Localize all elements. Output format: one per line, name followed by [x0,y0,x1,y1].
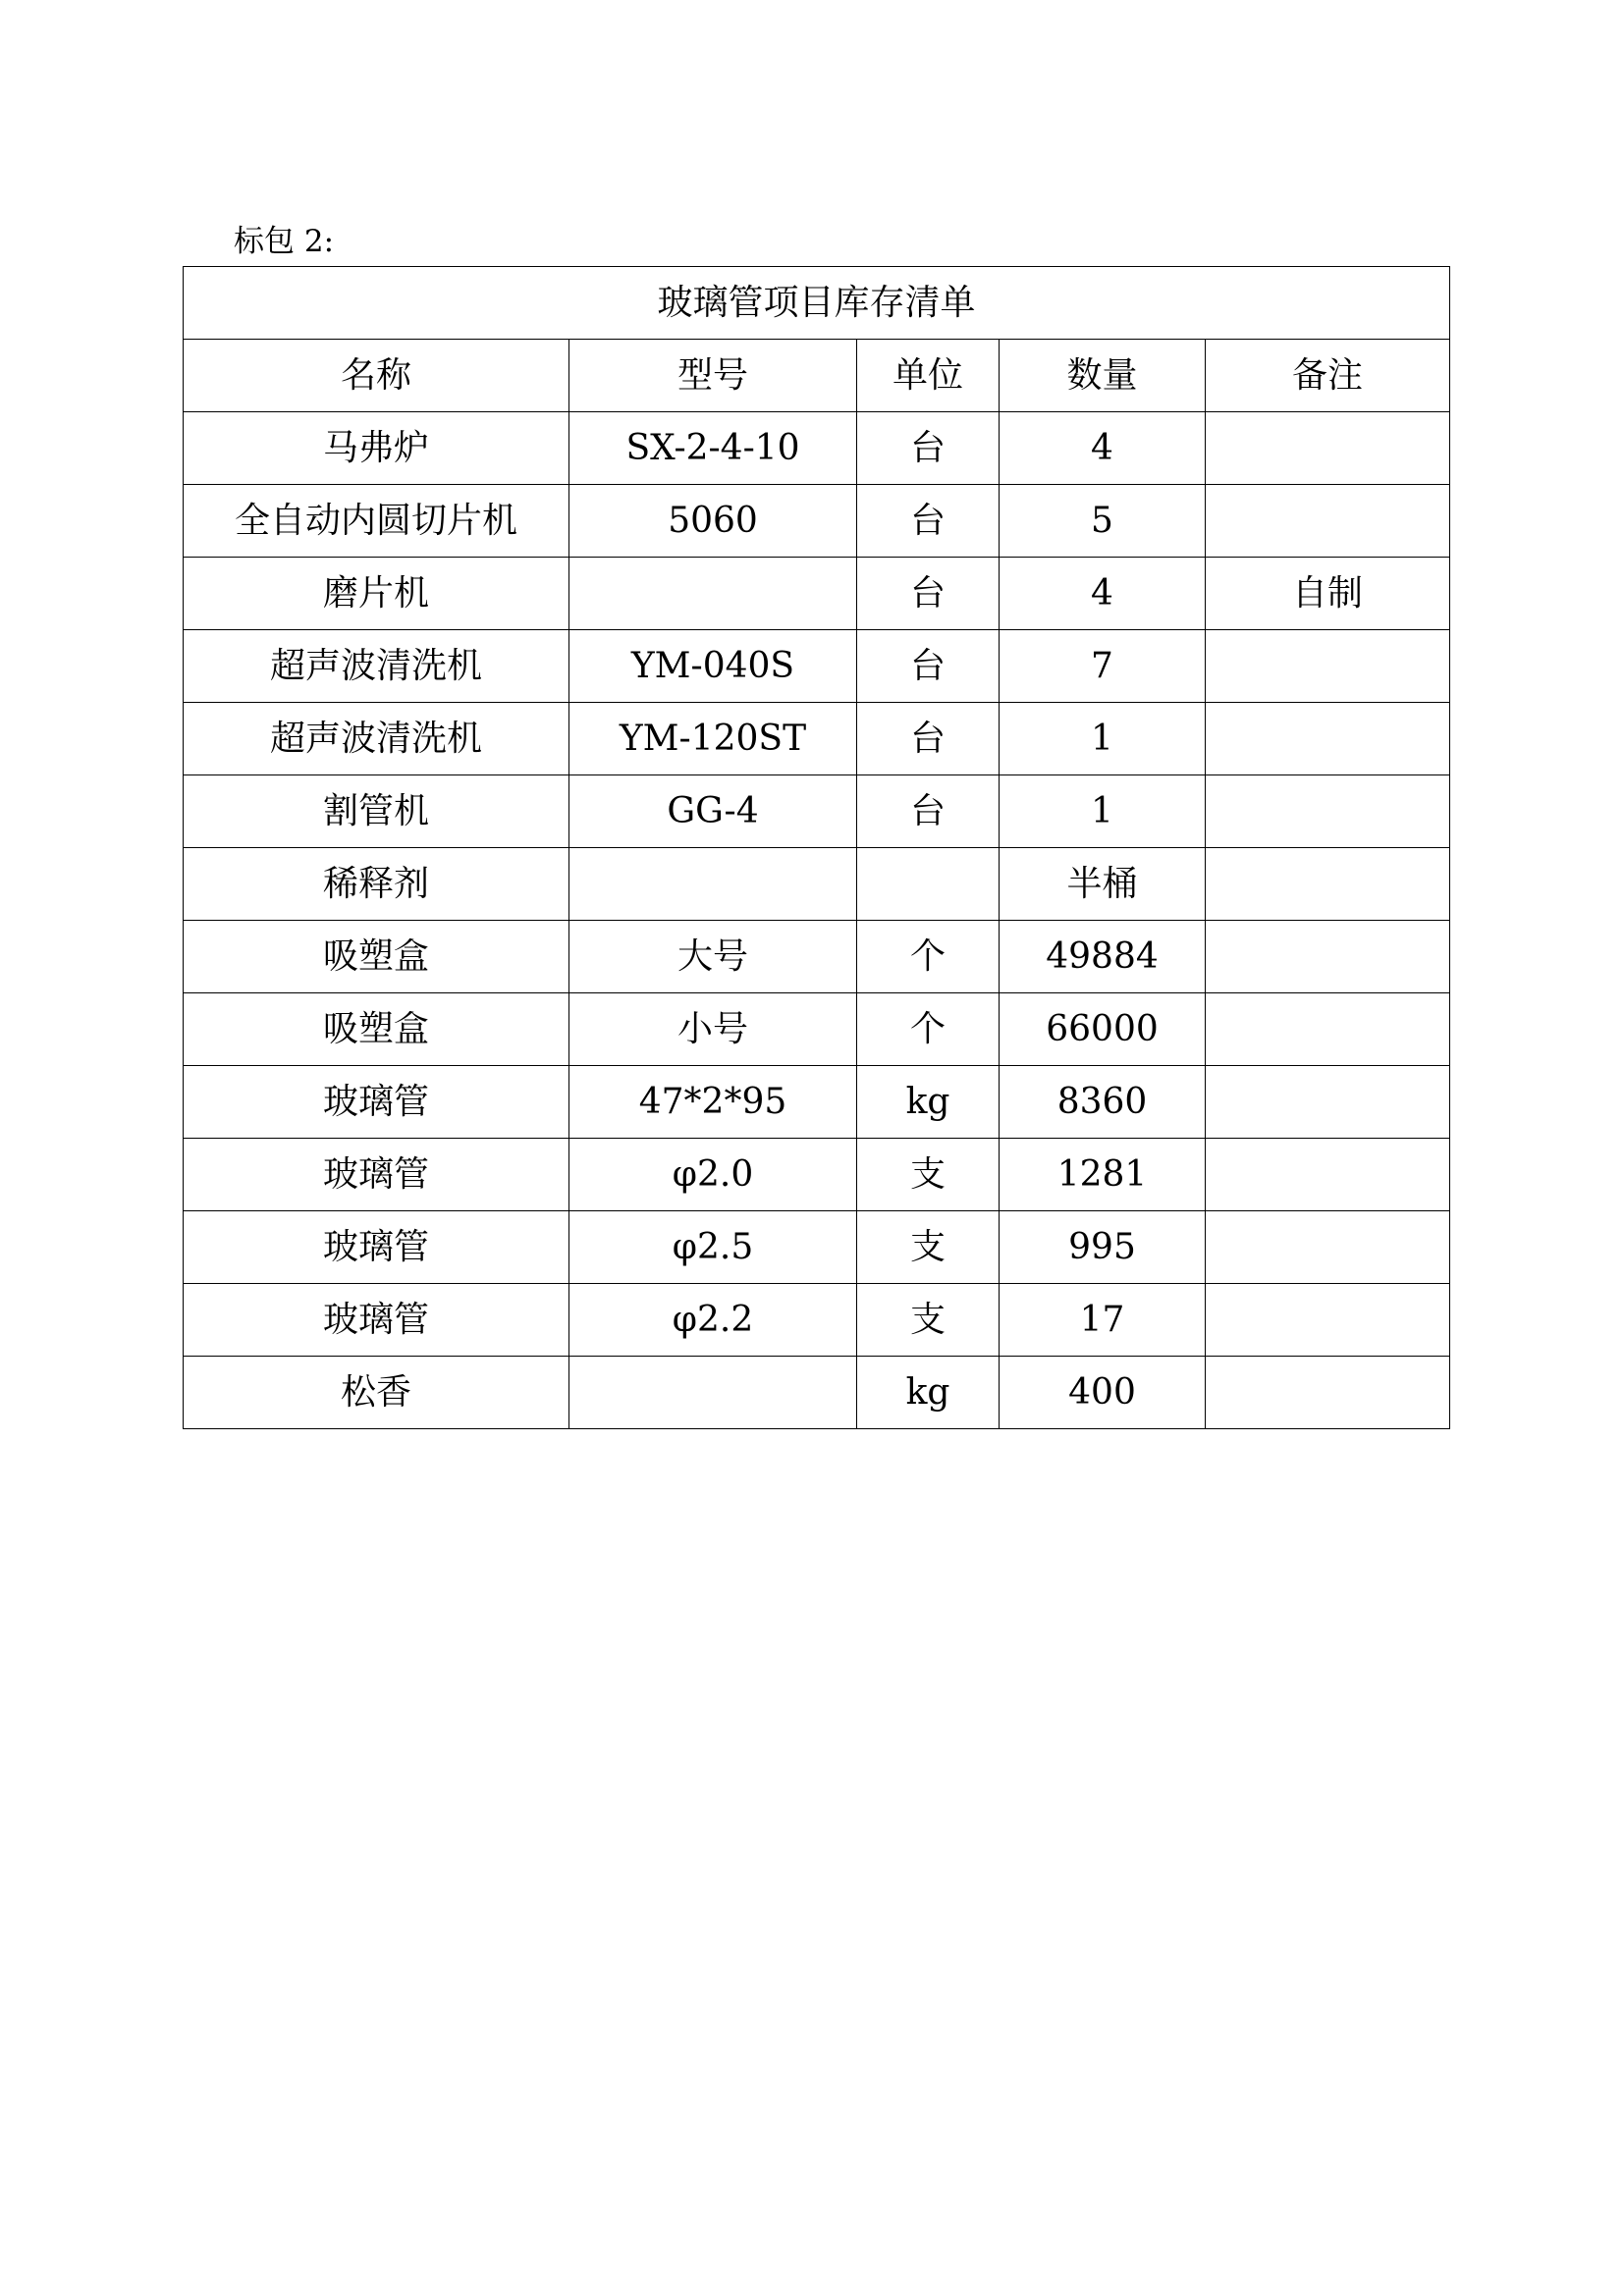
table-row [184,558,1450,630]
cell-unit: 支 [857,1284,1000,1357]
cell-note [1206,630,1450,703]
cell-name: 马弗炉 [184,412,569,485]
cell-model: φ2.0 [569,1139,857,1211]
cell-unit: 台 [857,703,1000,775]
table-title: 玻璃管项目库存清单 [184,267,1450,340]
cell-unit: 个 [857,993,1000,1066]
table-header-row [184,340,1450,412]
cell-unit: 台 [857,775,1000,848]
cell-note [1206,1066,1450,1139]
cell-name: 玻璃管 [184,1284,569,1357]
cell-quantity: 49884 [1000,921,1206,993]
cell-quantity: 400 [1000,1357,1206,1429]
cell-quantity: 5 [1000,485,1206,558]
cell-name: 磨片机 [184,558,569,630]
cell-note [1206,1357,1450,1429]
cell-quantity: 4 [1000,558,1206,630]
inventory-table [183,266,1450,1429]
cell-name: 超声波清洗机 [184,703,569,775]
cell-unit: 台 [857,558,1000,630]
cell-name: 稀释剂 [184,848,569,921]
table-row [184,1066,1450,1139]
cell-unit: kg [857,1357,1000,1429]
cell-quantity: 1281 [1000,1139,1206,1211]
cell-model: φ2.2 [569,1284,857,1357]
cell-unit: 台 [857,485,1000,558]
package-label: 标包 2: [234,224,335,259]
cell-unit [857,848,1000,921]
cell-note [1206,993,1450,1066]
cell-unit: kg [857,1066,1000,1139]
cell-quantity: 8360 [1000,1066,1206,1139]
cell-model: 小号 [569,993,857,1066]
header-name: 名称 [184,340,569,412]
cell-unit: 支 [857,1139,1000,1211]
cell-model: 5060 [569,485,857,558]
cell-quantity: 4 [1000,412,1206,485]
cell-quantity: 66000 [1000,993,1206,1066]
cell-unit: 支 [857,1211,1000,1284]
cell-model: SX-2-4-10 [569,412,857,485]
cell-note [1206,485,1450,558]
header-quantity: 数量 [1000,340,1206,412]
table-row [184,921,1450,993]
cell-note [1206,703,1450,775]
table-row [184,1284,1450,1357]
cell-name: 松香 [184,1357,569,1429]
table-row [184,993,1450,1066]
cell-model [569,558,857,630]
table-row [184,485,1450,558]
table-row [184,412,1450,485]
cell-unit: 个 [857,921,1000,993]
cell-name: 吸塑盒 [184,993,569,1066]
cell-quantity: 7 [1000,630,1206,703]
table-row [184,1139,1450,1211]
cell-note [1206,775,1450,848]
cell-model: YM-120ST [569,703,857,775]
header-unit: 单位 [857,340,1000,412]
cell-note [1206,848,1450,921]
cell-name: 全自动内圆切片机 [184,485,569,558]
cell-model [569,848,857,921]
table-row [184,1357,1450,1429]
cell-model: GG-4 [569,775,857,848]
cell-model: φ2.5 [569,1211,857,1284]
cell-model [569,1357,857,1429]
cell-name: 吸塑盒 [184,921,569,993]
cell-quantity: 1 [1000,775,1206,848]
cell-quantity: 1 [1000,703,1206,775]
header-note: 备注 [1206,340,1450,412]
table-row [184,630,1450,703]
cell-name: 玻璃管 [184,1066,569,1139]
cell-note [1206,412,1450,485]
cell-note [1206,1139,1450,1211]
cell-name: 玻璃管 [184,1139,569,1211]
cell-note: 自制 [1206,558,1450,630]
header-model: 型号 [569,340,857,412]
table-row [184,703,1450,775]
cell-name: 超声波清洗机 [184,630,569,703]
cell-model: 47*2*95 [569,1066,857,1139]
cell-note [1206,1211,1450,1284]
cell-model: 大号 [569,921,857,993]
table-row [184,1211,1450,1284]
cell-note [1206,1284,1450,1357]
cell-quantity: 半桶 [1000,848,1206,921]
table-title-row [184,267,1450,340]
cell-quantity: 17 [1000,1284,1206,1357]
cell-quantity: 995 [1000,1211,1206,1284]
cell-model: YM-040S [569,630,857,703]
cell-unit: 台 [857,630,1000,703]
cell-unit: 台 [857,412,1000,485]
cell-name: 割管机 [184,775,569,848]
cell-note [1206,921,1450,993]
table-row [184,848,1450,921]
cell-name: 玻璃管 [184,1211,569,1284]
table-row [184,775,1450,848]
